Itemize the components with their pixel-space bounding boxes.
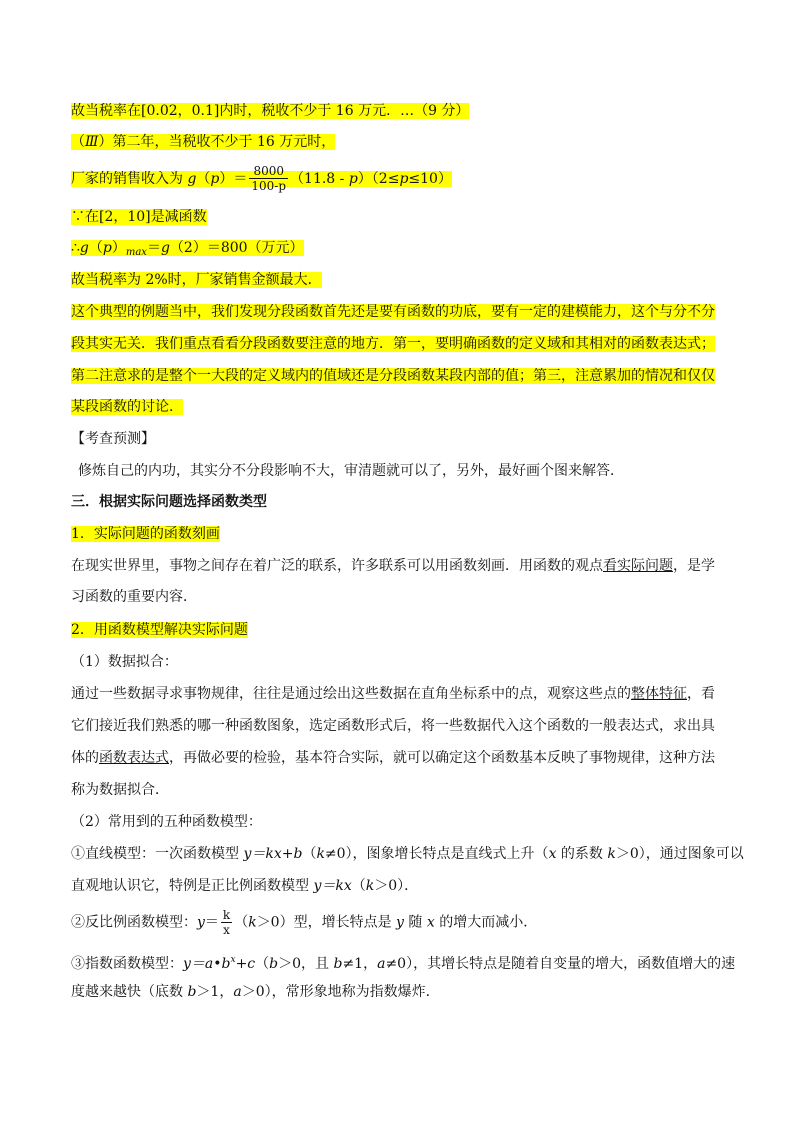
paragraph-line: 体的函数表达式，再做必要的检验，基本符合实际，就可以确定这个函数基本反映了事物规律，这种方法 xyxy=(71,750,715,766)
section-heading: 三．根据实际问题选择函数类型 xyxy=(71,494,267,510)
paragraph-line: 修炼自己的内功，其实分不分段影响不大，审清题就可以了，另外，最好画个图来解答． xyxy=(78,463,624,479)
model-linear-cont: 直观地认识它，特例是正比例函数模型 y＝kx（k＞0）． xyxy=(71,878,419,894)
highlighted-text: 故当税率在[0.02，0.1]内时，税收不少于 16 万元．…（9 分） xyxy=(71,103,470,119)
fraction: $\frac{k}{x}$ xyxy=(222,908,231,937)
paragraph-line: 第二注意求的是整个一大段的定义域内的值域还是分段函数某段内部的值；第三，注意累加的情况和仅仅 xyxy=(71,368,715,384)
paragraph-line: 某段函数的讨论． xyxy=(71,399,183,415)
model-linear: ①直线模型：一次函数模型 y＝kx+b（k≠0），图象增长特点是直线式上升（x 的系数 k＞0），通过图象可以 xyxy=(71,846,744,862)
paragraph-line: 它们接近我们熟悉的哪一种函数图象，选定函数形式后，将一些数据代入这个函数的一般表达式，求出具 xyxy=(71,718,715,734)
highlighted-text: 厂家的销售收入为 g（p）＝ $\frac{8000}{100-p}$ （11.8 - p）（2≤p≤10） xyxy=(71,164,452,193)
sub-item-2: （2）常用到的五种函数模型： xyxy=(71,814,262,830)
subheading-2: 2．用函数模型解决实际问题 xyxy=(71,622,248,638)
paragraph-line: 称为数据拟合． xyxy=(71,782,169,798)
heading-forecast: 【考查预测】 xyxy=(71,431,155,447)
paragraph-line: 这个典型的例题当中，我们发现分段函数首先还是要有函数的功底，要有一定的建模能力，这个与分不分 xyxy=(71,304,715,320)
sub-item-1: （1）数据拟合： xyxy=(71,654,178,670)
text-line-conclusion xyxy=(71,270,322,290)
paragraph-line: 习函数的重要内容． xyxy=(71,589,197,605)
paragraph-line: 在现实世界里，事物之间存在着广泛的联系，许多联系可以用函数刻画．用函数的观点看实际问题，是学 xyxy=(71,558,715,574)
model-inverse: ②反比例函数模型：y＝ $\frac{k}{x}$ （k＞0）型，增长特点是 y 随 x 的增大而减小． xyxy=(71,908,538,937)
highlighted-text: ∵在[2，10]是减函数 xyxy=(71,209,207,225)
paragraph-line: 段其实无关．我们重点看看分段函数要注意的地方．第一，要明确函数的定义域和其相对的函数表达式； xyxy=(71,336,715,352)
model-exponential-cont: 度越来越快（底数 b＞1，a＞0），常形象地称为指数爆炸． xyxy=(71,984,440,1000)
text-line-decreasing xyxy=(71,207,207,227)
subheading-1: 1．实际问题的函数刻画 xyxy=(71,526,220,542)
fraction: $\frac{8000}{100-p}$ xyxy=(251,164,287,193)
highlighted-text: $\therefore g(p)_{max}=g(2)=800$（万元） xyxy=(71,240,304,258)
highlighted-text: （Ⅲ）第二年，当税收不少于 16 万元时， xyxy=(71,134,336,150)
text-line-max-value xyxy=(71,238,304,263)
paragraph-line: 通过一些数据寻求事物规律，往往是通过绘出这些数据在直角坐标系中的点，观察这些点的整体特征，看 xyxy=(71,686,715,702)
text-line-sales-formula xyxy=(71,164,452,193)
highlighted-text: 故当税率为 2%时，厂家销售金额最大． xyxy=(71,272,322,288)
model-exponential: ③指数函数模型：$y=a•b^x+c(b>0$，且 b≠1，a≠0），其增长特点是随着自变量的增大，函数值增大的速 xyxy=(71,955,736,972)
text-line-tax-range xyxy=(71,101,469,121)
text-line-part-3 xyxy=(71,132,335,152)
